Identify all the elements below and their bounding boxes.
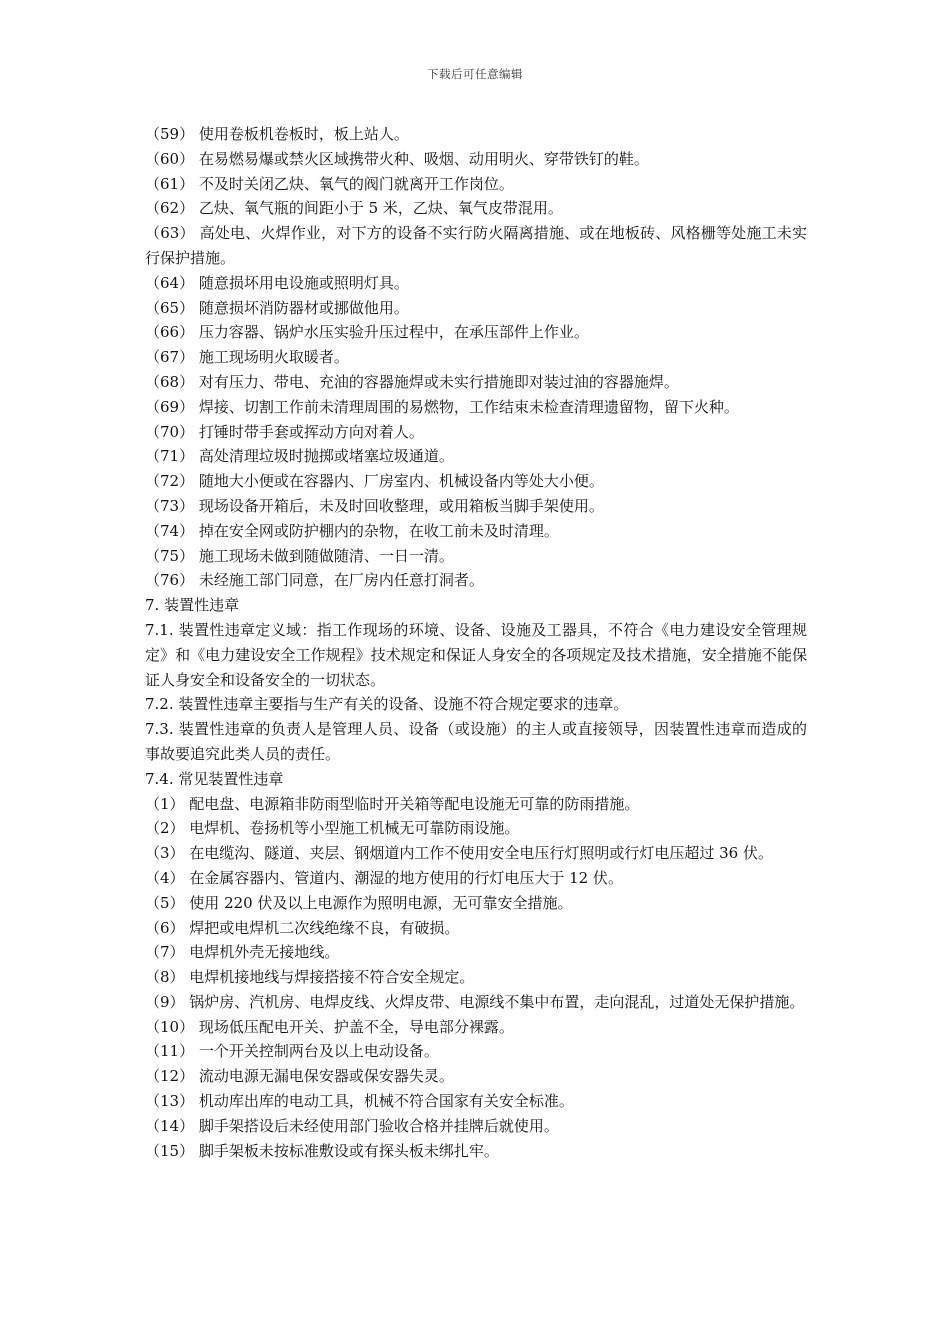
- section-heading-7: 7. 装置性违章: [145, 596, 240, 615]
- list-item-66: （66） 压力容器、锅炉水压实验升压过程中，在承压部件上作业。: [145, 323, 589, 342]
- list-item-67: （67） 施工现场明火取暖者。: [145, 348, 349, 367]
- list-item-70: （70） 打锤时带手套或挥动方向对着人。: [145, 422, 424, 441]
- list-item-8: （8） 电焊机接地线与焊接搭接不符合安全规定。: [145, 968, 475, 987]
- page-header: 下载后可任意编辑: [427, 67, 523, 81]
- document-body: [145, 122, 807, 1163]
- list-item-72: （72） 随地大小便或在容器内、厂房室内、机械设备内等处大小便。: [145, 472, 604, 491]
- list-item-6: （6） 焊把或电焊机二次线绝缘不良，有破损。: [145, 918, 460, 937]
- list-item-60: （60） 在易燃易爆或禁火区域携带火种、吸烟、动用明火、穿带铁钉的鞋。: [145, 149, 649, 168]
- list-item-75: （75） 施工现场未做到随做随清、一日一清。: [145, 546, 454, 565]
- list-item-74: （74） 掉在安全网或防护棚内的杂物，在收工前未及时清理。: [145, 521, 559, 540]
- list-item-68: （68） 对有压力、带电、充油的容器施焊或未实行措施即对装过油的容器施焊。: [145, 372, 679, 391]
- list-item-65: （65） 随意损坏消防器材或挪做他用。: [145, 298, 409, 317]
- list-item-10: （10） 现场低压配电开关、护盖不全，导电部分裸露。: [145, 1017, 514, 1036]
- list-item-76: （76） 未经施工部门同意，在厂房内任意打洞者。: [145, 571, 484, 590]
- list-item-71: （71） 高处清理垃圾时抛掷或堵塞垃圾通道。: [145, 447, 454, 466]
- section-7-2: 7.2. 装置性违章主要指与生产有关的设备、设施不符合规定要求的违章。: [145, 695, 629, 714]
- list-item-3: （3） 在电缆沟、隧道、夹层、钢烟道内工作不使用安全电压行灯照明或行灯电压超过 36 伏。: [145, 844, 773, 863]
- list-item-2: （2） 电焊机、卷扬机等小型施工机械无可靠防雨设施。: [145, 819, 520, 838]
- list-item-14: （14） 脚手架搭设后未经使用部门验收合格并挂牌后就使用。: [145, 1116, 559, 1135]
- list-item-5: （5） 使用 220 伏及以上电源作为照明电源，无可靠安全措施。: [145, 893, 573, 912]
- list-item-7: （7） 电焊机外壳无接地线。: [145, 943, 340, 962]
- list-item-59: （59） 使用卷板机卷板时，板上站人。: [145, 125, 409, 143]
- section-7-1: 7.1. 装置性违章定义域：指工作现场的环境、设备、设施及工器具，不符合《电力建设安全管理规定》和《电力建设安全工作规程》技术规定和保证人身安全的各项规定及技术措施，安全措施不能保证人身安全和设备安全的一切状态。: [145, 620, 807, 689]
- list-item-69: （69） 焊接、切割工作前未清理周围的易燃物，工作结束未检查清理遗留物，留下火种。: [145, 397, 739, 416]
- section-7-4: 7.4. 常见装置性违章: [145, 769, 284, 788]
- list-item-62: （62） 乙炔、氧气瓶的间距小于 5 米，乙炔、氧气皮带混用。: [145, 199, 563, 218]
- section-7-3: 7.3. 装置性违章的负责人是管理人员、设备（或设施）的主人或直接领导，因装置性违章而造成的事故要追究此类人员的责任。: [145, 720, 807, 763]
- list-item-1: （1） 配电盘、电源箱非防雨型临时开关箱等配电设施无可靠的防雨措施。: [145, 794, 640, 813]
- list-item-4: （4） 在金属容器内、管道内、潮湿的地方使用的行灯电压大于 12 伏。: [145, 868, 623, 887]
- list-item-61: （61） 不及时关闭乙炔、氧气的阀门就离开工作岗位。: [145, 174, 514, 193]
- list-item-73: （73） 现场设备开箱后，未及时回收整理，或用箱板当脚手架使用。: [145, 496, 604, 515]
- list-item-13: （13） 机动库出库的电动工具，机械不符合国家有关安全标准。: [145, 1092, 574, 1111]
- list-item-12: （12） 流动电源无漏电保安器或保安器失灵。: [145, 1067, 454, 1086]
- list-item-63: （63） 高处电、火焊作业，对下方的设备不实行防火隔离措施、或在地板砖、风格栅等处施工未实行保护措施。: [145, 224, 807, 267]
- list-item-11: （11） 一个开关控制两台及以上电动设备。: [145, 1042, 439, 1061]
- list-item-9: （9） 锅炉房、汽机房、电焊皮线、火焊皮带、电源线不集中布置，走向混乱，过道处无保护措施。: [145, 992, 805, 1011]
- list-item-15: （15） 脚手架板未按标准敷设或有探头板未绑扎牢。: [145, 1141, 499, 1160]
- list-item-64: （64） 随意损坏用电设施或照明灯具。: [145, 273, 409, 292]
